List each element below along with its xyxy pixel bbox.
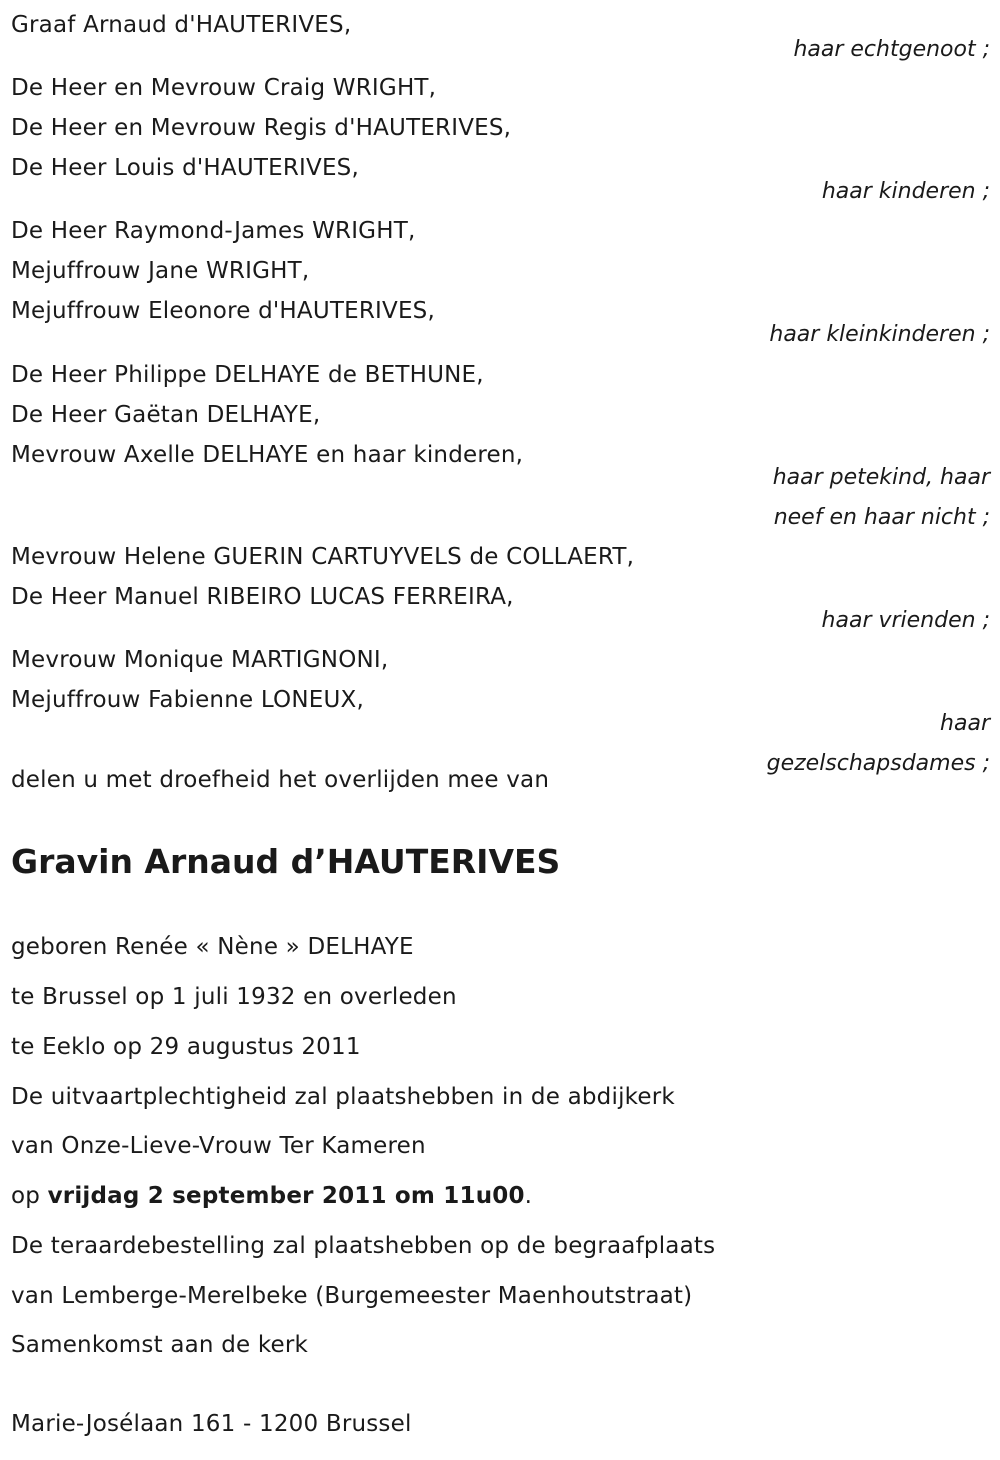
relation-label: haar vrienden ;	[821, 608, 990, 633]
relation-label: haar kleinkinderen ;	[769, 322, 990, 347]
detail-line: van Onze-Lieve-Vrouw Ter Kameren	[11, 1133, 426, 1159]
family-name: Mejuffrouw Fabienne LONEUX,	[11, 687, 364, 713]
service-date-prefix: op	[11, 1183, 48, 1209]
detail-line: te Eeklo op 29 augustus 2011	[11, 1034, 361, 1060]
address: Marie-Josélaan 161 - 1200 Brussel	[11, 1411, 412, 1437]
deceased-name: Gravin Arnaud d’HAUTERIVES	[11, 842, 561, 881]
family-name: Graaf Arnaud d'HAUTERIVES,	[11, 12, 352, 38]
detail-line: De uitvaartplechtigheid zal plaatshebben in de abdijkerk	[11, 1084, 675, 1110]
relation-label: haar petekind, haar	[772, 465, 990, 490]
service-date-bold: vrijdag 2 september 2011 om 11u00	[47, 1183, 525, 1209]
family-name: De Heer en Mevrouw Craig WRIGHT,	[11, 75, 437, 101]
relation-label: haar echtgenoot ;	[793, 37, 990, 62]
detail-line: De teraardebestelling zal plaatshebben op de begraafplaats	[11, 1233, 716, 1259]
family-name: Mejuffrouw Eleonore d'HAUTERIVES,	[11, 298, 435, 324]
relation-label: neef en haar nicht ;	[773, 505, 990, 530]
relation-label: haar	[940, 711, 990, 736]
detail-line: te Brussel op 1 juli 1932 en overleden	[11, 984, 457, 1010]
detail-line: van Lemberge-Merelbeke (Burgemeester Maenhoutstraat)	[11, 1283, 693, 1309]
family-name: De Heer Raymond-James WRIGHT,	[11, 218, 416, 244]
service-date	[11, 1181, 532, 1211]
relation-label: haar kinderen ;	[821, 179, 990, 204]
relation-label: gezelschapsdames ;	[766, 751, 990, 776]
family-name: Mejuffrouw Jane WRIGHT,	[11, 258, 310, 284]
announcement: delen u met droefheid het overlijden mee van	[11, 767, 550, 793]
detail-line: geboren Renée « Nène » DELHAYE	[11, 934, 414, 960]
family-name: De Heer Louis d'HAUTERIVES,	[11, 155, 359, 181]
service-date-suffix: .	[524, 1183, 533, 1209]
family-name: De Heer en Mevrouw Regis d'HAUTERIVES,	[11, 115, 512, 141]
family-name: Mevrouw Monique MARTIGNONI,	[11, 647, 389, 673]
family-name: De Heer Manuel RIBEIRO LUCAS FERREIRA,	[11, 584, 514, 610]
family-name: Mevrouw Helene GUERIN CARTUYVELS de COLLAERT,	[11, 544, 635, 570]
family-name: De Heer Philippe DELHAYE de BETHUNE,	[11, 362, 484, 388]
family-name: Mevrouw Axelle DELHAYE en haar kinderen,	[11, 442, 524, 468]
family-name: De Heer Gaëtan DELHAYE,	[11, 402, 321, 428]
detail-line: Samenkomst aan de kerk	[11, 1332, 309, 1358]
